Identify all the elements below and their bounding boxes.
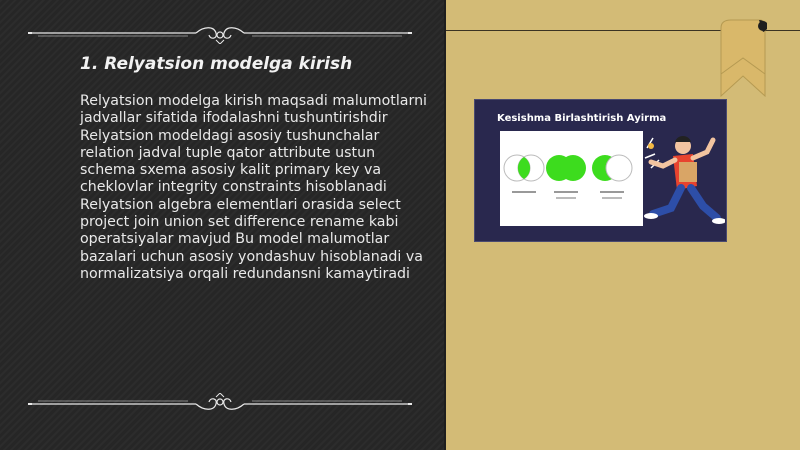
slide-body: Relyatsion modelga kirish maqsadi malumotlarni jadvallar sifatida ifodalashni tushuntirishdir Relyatsion modeldagi asosiy tushunchalar relation jadval tuple qator attribute ustun schema sxema asosiy kalit primary key va cheklovlar integrity constraints hisoblanadi Relyatsion algebra elementlari orasida select project join union set difference rename kabi operatsiyalar mavjud Bu model malumotlar bazalari uchun asosiy yondashuv hisoblanadi va normalizatsiya orqali redundansni kamaytiradi <box>80 93 427 282</box>
venn-diagram-icon <box>500 131 643 226</box>
running-person-icon <box>643 128 725 238</box>
bottom-ornament-icon <box>28 393 412 413</box>
top-ornament-icon <box>28 24 412 44</box>
operations-illustration <box>474 99 727 242</box>
panel-divider <box>444 0 446 450</box>
slide-title: 1. Relyatsion modelga kirish <box>80 54 353 74</box>
illustration-title: Kesishma Birlashtirish Ayirma <box>497 113 667 124</box>
bookmark-ribbon-icon <box>719 18 767 98</box>
